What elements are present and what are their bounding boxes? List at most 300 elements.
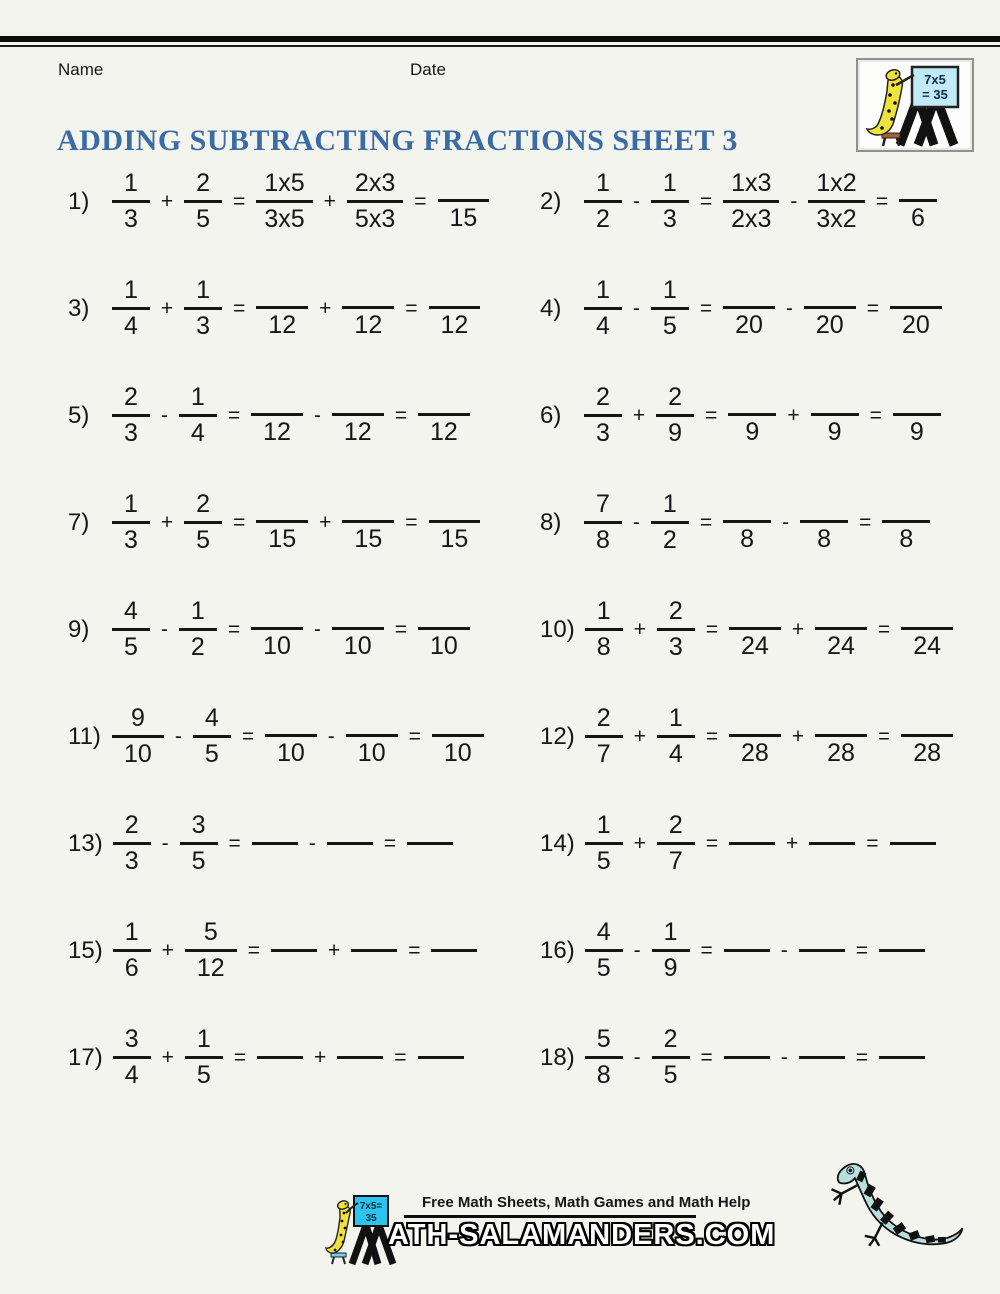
- operator: -: [160, 403, 168, 427]
- fraction-denominator: 6: [124, 954, 139, 982]
- equals-sign: =: [866, 831, 879, 855]
- fraction-numerator: 1: [662, 490, 677, 518]
- answer-blank-line: [327, 842, 373, 845]
- fraction-numerator: 1: [662, 169, 677, 197]
- footer-board-text-1: 7x5=: [359, 1201, 383, 1212]
- given-fraction: [112, 491, 150, 554]
- answer-fraction-blank: [418, 385, 470, 446]
- operator: -: [633, 1045, 641, 1069]
- fraction-numerator: 4: [124, 597, 138, 625]
- operator: -: [632, 296, 640, 320]
- answer-blank-line: [257, 1056, 303, 1059]
- fraction-denominator: 20: [815, 311, 844, 339]
- problem-row: [526, 683, 960, 790]
- given-fraction: [184, 277, 222, 340]
- fraction-denominator: 8: [596, 633, 611, 661]
- fraction-denominator: 3: [596, 419, 610, 447]
- answer-blank-line: [879, 1056, 925, 1059]
- answer-blank-line: [729, 842, 775, 845]
- given-fraction: [657, 705, 695, 768]
- given-fraction: [585, 598, 623, 661]
- equals-sign: =: [405, 510, 418, 534]
- equals-sign: =: [408, 938, 421, 962]
- equals-sign: =: [414, 189, 427, 213]
- fraction-denominator: 9: [827, 418, 842, 446]
- fraction-numerator: [731, 599, 779, 627]
- fraction-numerator: 9: [130, 704, 145, 732]
- fraction-denominator: 5: [662, 312, 677, 340]
- problem-number: 14): [540, 829, 575, 857]
- fraction-denominator: 28: [741, 739, 769, 767]
- fraction-numerator: [900, 171, 936, 199]
- equals-sign: =: [705, 831, 719, 855]
- given-fraction: [179, 384, 217, 447]
- fraction-numerator: 1: [662, 276, 677, 304]
- given-fraction: [180, 812, 218, 875]
- fraction-numerator: [806, 278, 854, 306]
- given-fraction: [657, 598, 695, 661]
- operator: -: [782, 510, 790, 534]
- problem-row: [526, 255, 960, 362]
- fraction-denominator: 3: [124, 526, 138, 554]
- problem-number: 1): [68, 187, 90, 215]
- given-fraction: [584, 170, 622, 233]
- equals-sign: =: [247, 938, 260, 962]
- fraction-denominator: 12: [429, 418, 458, 446]
- fraction-denominator: 4: [668, 740, 683, 768]
- equals-sign: =: [383, 831, 397, 855]
- equals-sign: =: [877, 724, 891, 748]
- operator: -: [160, 617, 168, 641]
- answer-fraction-blank: [893, 385, 941, 446]
- problem-number: 16): [540, 936, 575, 964]
- answer-fraction-blank: [901, 599, 953, 660]
- fraction-denominator: 7: [668, 847, 683, 875]
- answer-fraction-blank: [899, 171, 937, 232]
- fraction-numerator: 1: [663, 918, 678, 946]
- fraction-numerator: 2: [668, 811, 683, 839]
- fraction-numerator: 2: [596, 704, 611, 732]
- fraction-denominator: 8: [596, 1061, 611, 1089]
- answer-blank-line: [724, 1056, 770, 1059]
- fraction-numerator: [344, 492, 392, 520]
- fraction-numerator: [438, 171, 488, 199]
- fraction-numerator: [817, 599, 865, 627]
- fraction-denominator: 15: [354, 525, 383, 553]
- answer-blank-line: [252, 842, 298, 845]
- logo-board-text-1: 7x5: [924, 72, 946, 87]
- given-fraction: [585, 919, 623, 982]
- fraction-denominator: 2: [190, 633, 205, 661]
- fraction-numerator: [800, 492, 848, 520]
- date-label: Date: [410, 60, 446, 79]
- fraction-denominator: 4: [124, 312, 138, 340]
- answer-blank-line: [799, 949, 845, 952]
- problems-grid: [60, 148, 960, 1111]
- equals-sign: =: [855, 938, 869, 962]
- answer-blank-line: [337, 1056, 383, 1059]
- equals-sign: =: [233, 296, 246, 320]
- fraction-denominator: 5: [596, 954, 611, 982]
- fraction-numerator: [723, 492, 771, 520]
- given-fraction: [179, 598, 217, 661]
- fraction-denominator: 9: [909, 418, 924, 446]
- fraction-numerator: 1: [596, 276, 610, 304]
- answer-blank-line: [890, 842, 936, 845]
- footer-board-text-2: 35: [365, 1213, 377, 1224]
- problem-row: [60, 897, 526, 1004]
- fraction-denominator: 8: [596, 526, 610, 554]
- fraction-numerator: [253, 599, 301, 627]
- fraction-denominator: 8: [817, 525, 832, 553]
- fraction-numerator: 4: [204, 704, 219, 732]
- fraction-numerator: 2: [596, 383, 610, 411]
- operator: +: [633, 617, 646, 641]
- fraction-numerator: 1: [190, 383, 205, 411]
- work-fraction: [347, 170, 403, 233]
- problem-row: [526, 576, 960, 683]
- fraction-denominator: 5: [663, 1061, 678, 1089]
- problem-number: 8): [540, 508, 562, 536]
- equals-sign: =: [700, 938, 713, 962]
- fraction-denominator: 10: [443, 739, 472, 767]
- given-fraction: [113, 812, 151, 875]
- answer-fraction-blank: [342, 278, 394, 339]
- given-fraction: [584, 384, 622, 447]
- given-fraction: [585, 812, 623, 875]
- fraction-numerator: 1: [596, 811, 611, 839]
- answer-fraction-blank: [418, 599, 470, 660]
- equals-sign: =: [394, 617, 407, 641]
- fraction-denominator: 3: [124, 847, 139, 875]
- given-fraction: [112, 384, 150, 447]
- answer-fraction-blank: [265, 706, 317, 767]
- given-fraction: [112, 705, 164, 768]
- fraction-denominator: 5x3: [354, 205, 396, 233]
- answer-fraction-blank: [256, 278, 308, 339]
- equals-sign: =: [408, 724, 421, 748]
- fraction-denominator: 5: [596, 847, 611, 875]
- fraction-numerator: 2: [668, 597, 683, 625]
- fraction-numerator: [334, 599, 382, 627]
- footer-site-text: ATH-SALAMANDERS.COM: [388, 1219, 776, 1251]
- fraction-denominator: 12: [354, 311, 383, 339]
- fraction-numerator: [420, 599, 468, 627]
- answer-fraction-blank: [332, 599, 384, 660]
- fraction-numerator: [348, 706, 396, 734]
- fraction-denominator: 4: [596, 312, 610, 340]
- equals-sign: =: [405, 296, 418, 320]
- footer-site-name: [388, 1219, 775, 1252]
- fraction-denominator: 15: [440, 525, 469, 553]
- operator: +: [160, 296, 174, 320]
- fraction-numerator: [258, 278, 306, 306]
- header-divider-bar: [0, 36, 1000, 42]
- corner-salamander-icon: [820, 1156, 965, 1258]
- fraction-denominator: 5: [191, 847, 206, 875]
- fraction-numerator: [334, 385, 382, 413]
- problem-number: 9): [68, 615, 90, 643]
- answer-fraction-blank: [342, 492, 394, 553]
- work-fraction: [256, 170, 312, 233]
- problem-row: [60, 148, 526, 255]
- fraction-numerator: [434, 706, 482, 734]
- fraction-numerator: 2: [663, 1025, 678, 1053]
- fraction-denominator: 2x3: [731, 205, 772, 233]
- fraction-numerator: [811, 385, 859, 413]
- answer-fraction-blank: [800, 492, 848, 553]
- equals-sign: =: [394, 403, 407, 427]
- problem-row: [526, 897, 960, 1004]
- fraction-numerator: [731, 706, 779, 734]
- operator: -: [313, 617, 321, 641]
- header-divider-line: [0, 45, 1000, 47]
- fraction-denominator: 3: [124, 419, 138, 447]
- fraction-denominator: 3x2: [816, 205, 857, 233]
- fraction-numerator: 1x3: [731, 169, 772, 197]
- fraction-numerator: 1: [196, 1025, 211, 1053]
- logo-salamander-icon: [862, 63, 968, 147]
- fraction-numerator: 7: [596, 490, 610, 518]
- problem-number: 11): [68, 722, 101, 750]
- operator: +: [161, 938, 174, 962]
- given-fraction: [585, 1026, 623, 1089]
- fraction-denominator: 2: [596, 205, 610, 233]
- fraction-denominator: 28: [827, 739, 855, 767]
- problem-row: [60, 576, 526, 683]
- fraction-denominator: 4: [190, 419, 205, 447]
- page-title: ADDING SUBTRACTING FRACTIONS SHEET 3: [57, 124, 738, 158]
- equals-sign: =: [394, 1045, 407, 1069]
- equals-sign: =: [705, 617, 719, 641]
- answer-blank-line: [431, 949, 477, 952]
- given-fraction: [584, 277, 622, 340]
- fraction-denominator: 10: [357, 739, 386, 767]
- answer-blank-line: [809, 842, 855, 845]
- fraction-denominator: 8: [899, 525, 914, 553]
- problem-row: [526, 148, 960, 255]
- fraction-numerator: [725, 278, 773, 306]
- fraction-denominator: 5: [196, 1061, 211, 1089]
- problem-row: [526, 362, 960, 469]
- operator: +: [632, 403, 646, 427]
- equals-sign: =: [233, 1045, 247, 1069]
- answer-blank-line: [799, 1056, 845, 1059]
- fraction-numerator: 1: [196, 276, 211, 304]
- fraction-numerator: 2: [668, 383, 683, 411]
- fraction-numerator: 2: [124, 811, 139, 839]
- fraction-denominator: 6: [910, 204, 925, 232]
- problem-row: [60, 255, 526, 362]
- answer-fraction-blank: [346, 706, 398, 767]
- footer-tagline: Free Math Sheets, Math Games and Math Help: [422, 1194, 751, 1211]
- fraction-numerator: 2: [196, 490, 211, 518]
- fraction-numerator: [882, 492, 930, 520]
- work-fraction: [808, 170, 864, 233]
- given-fraction: [585, 705, 623, 768]
- fraction-denominator: 15: [449, 204, 478, 232]
- fraction-denominator: 15: [268, 525, 297, 553]
- fraction-numerator: 1: [596, 169, 610, 197]
- fraction-denominator: 10: [429, 632, 458, 660]
- fraction-denominator: 3: [196, 312, 211, 340]
- fraction-denominator: 3: [124, 205, 138, 233]
- fraction-numerator: 1: [124, 918, 139, 946]
- answer-fraction-blank: [432, 706, 484, 767]
- operator: +: [633, 724, 646, 748]
- given-fraction: [185, 1026, 223, 1089]
- given-fraction: [651, 491, 689, 554]
- fraction-denominator: 12: [196, 954, 225, 982]
- equals-sign: =: [699, 296, 713, 320]
- problem-row: [60, 1004, 526, 1111]
- operator: -: [790, 189, 798, 213]
- equals-sign: =: [859, 510, 872, 534]
- fraction-numerator: 5: [203, 918, 218, 946]
- fraction-numerator: 2: [124, 383, 138, 411]
- operator: -: [633, 938, 641, 962]
- answer-fraction-blank: [256, 492, 308, 553]
- fraction-numerator: [728, 385, 776, 413]
- operator: +: [319, 510, 332, 534]
- fraction-denominator: 24: [827, 632, 855, 660]
- problem-number: 6): [540, 401, 562, 429]
- answer-blank-line: [407, 842, 453, 845]
- answer-blank-line: [351, 949, 397, 952]
- operator: +: [633, 831, 646, 855]
- answer-fraction-blank: [728, 385, 776, 446]
- fraction-denominator: 24: [741, 632, 769, 660]
- answer-fraction-blank: [815, 599, 867, 660]
- given-fraction: [113, 1026, 151, 1089]
- fraction-denominator: 8: [740, 525, 755, 553]
- work-fraction: [723, 170, 779, 233]
- operator: +: [323, 189, 336, 213]
- fraction-denominator: 2: [662, 526, 677, 554]
- fraction-numerator: [903, 706, 951, 734]
- fraction-numerator: [344, 278, 392, 306]
- answer-fraction-blank: [332, 385, 384, 446]
- fraction-numerator: 1: [596, 597, 611, 625]
- operator: -: [632, 510, 640, 534]
- fraction-denominator: 12: [343, 418, 372, 446]
- operator: -: [780, 938, 788, 962]
- problem-number: 4): [540, 294, 562, 322]
- fraction-numerator: 1: [668, 704, 683, 732]
- operator: +: [786, 831, 799, 855]
- equals-sign: =: [233, 510, 246, 534]
- equals-sign: =: [699, 510, 713, 534]
- fraction-denominator: 10: [124, 740, 152, 768]
- fraction-denominator: 20: [901, 311, 930, 339]
- operator: +: [791, 724, 805, 748]
- fraction-denominator: 9: [745, 418, 760, 446]
- problem-number: 5): [68, 401, 90, 429]
- fraction-numerator: [420, 385, 468, 413]
- answer-fraction-blank: [438, 171, 490, 232]
- fraction-numerator: 5: [596, 1025, 611, 1053]
- given-fraction: [185, 919, 237, 982]
- equals-sign: =: [227, 403, 241, 427]
- equals-sign: =: [705, 403, 718, 427]
- fraction-numerator: 3: [191, 811, 206, 839]
- operator: +: [791, 617, 805, 641]
- operator: -: [161, 831, 169, 855]
- footer-branding: [324, 1194, 775, 1268]
- problem-number: 7): [68, 508, 90, 536]
- problem-number: 10): [540, 615, 575, 643]
- answer-blank-line: [724, 949, 770, 952]
- fraction-denominator: 10: [343, 632, 372, 660]
- given-fraction: [112, 170, 150, 233]
- answer-fraction-blank: [811, 385, 859, 446]
- fraction-denominator: 12: [268, 311, 297, 339]
- fraction-numerator: 4: [596, 918, 611, 946]
- operator: -: [308, 831, 316, 855]
- answer-fraction-blank: [804, 278, 856, 339]
- problem-number: 12): [540, 722, 575, 750]
- problem-row: [60, 469, 526, 576]
- given-fraction: [113, 919, 151, 982]
- equals-sign: =: [705, 724, 719, 748]
- fraction-numerator: 3: [124, 1025, 139, 1053]
- fraction-denominator: 20: [735, 311, 763, 339]
- fraction-numerator: 1: [124, 490, 138, 518]
- given-fraction: [584, 491, 622, 554]
- given-fraction: [657, 812, 695, 875]
- fraction-denominator: 4: [124, 1061, 139, 1089]
- problem-row: [526, 469, 960, 576]
- fraction-numerator: 1x5: [264, 169, 305, 197]
- answer-fraction-blank: [901, 706, 953, 767]
- problem-number: 2): [540, 187, 562, 215]
- problem-row: [60, 683, 526, 790]
- fraction-denominator: 10: [263, 632, 291, 660]
- problem-number: 18): [540, 1043, 575, 1071]
- fraction-denominator: 10: [276, 739, 305, 767]
- fraction-numerator: 2: [196, 169, 211, 197]
- footer-text-block: [388, 1194, 776, 1252]
- answer-blank-line: [271, 949, 317, 952]
- problem-row: [60, 362, 526, 469]
- operator: +: [160, 510, 174, 534]
- problem-number: 3): [68, 294, 90, 322]
- operator: +: [319, 296, 332, 320]
- given-fraction: [193, 705, 231, 768]
- equals-sign: =: [869, 403, 882, 427]
- problem-number: 17): [68, 1043, 103, 1071]
- operator: +: [787, 403, 800, 427]
- fraction-numerator: 1: [124, 169, 138, 197]
- equals-sign: =: [227, 617, 241, 641]
- given-fraction: [112, 598, 150, 661]
- equals-sign: =: [875, 189, 888, 213]
- operator: -: [174, 724, 182, 748]
- fraction-denominator: 5: [124, 633, 138, 661]
- answer-fraction-blank: [429, 278, 481, 339]
- fraction-numerator: [893, 385, 941, 413]
- problem-row: [60, 790, 526, 897]
- given-fraction: [652, 919, 690, 982]
- site-logo: [856, 58, 974, 152]
- given-fraction: [651, 170, 689, 233]
- operator: -: [780, 1045, 788, 1069]
- equals-sign: =: [228, 831, 241, 855]
- fraction-denominator: 3: [662, 205, 677, 233]
- fraction-denominator: 28: [913, 739, 941, 767]
- operator: +: [160, 189, 174, 213]
- given-fraction: [652, 1026, 690, 1089]
